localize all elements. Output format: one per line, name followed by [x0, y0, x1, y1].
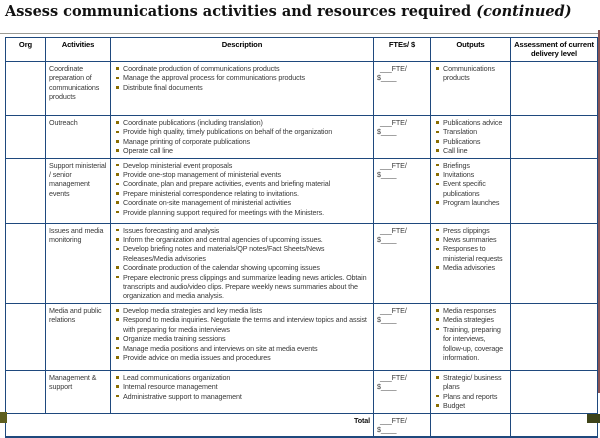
- description-item: Provide high quality, timely publications on behalf of the organization: [114, 127, 370, 136]
- description-item: Internal resource management: [114, 382, 370, 391]
- header-description: Description: [111, 38, 374, 62]
- description-item: Prepare electronic press clippings and summarize leading news articles. Obtain transcripts and audio/video clips. Prepare weekly news summaries about the organization and media analysis.: [114, 273, 370, 301]
- assessment-cell: [511, 303, 598, 370]
- description-cell: [111, 223, 374, 303]
- output-item: Media responses: [434, 306, 507, 315]
- page-title-continued: (continued): [476, 3, 572, 20]
- total-outputs-cell: [431, 413, 511, 437]
- fte-blank: ___FTE/: [380, 160, 407, 170]
- description-item: Respond to media inquiries. Negotiate the terms and interview topics and assist with preparing for media interviews: [114, 315, 370, 334]
- fte-blank: ___FTE/: [380, 118, 407, 127]
- page-title-text: Assess communications activities and resources required: [5, 3, 477, 20]
- table-row: [6, 158, 598, 223]
- table-row: [6, 62, 598, 116]
- description-cell: [111, 62, 374, 116]
- output-item: Program launches: [434, 198, 507, 207]
- description-item: Manage media positions and interviews on site at media events: [114, 344, 370, 353]
- description-item: Provide planning support required for meetings with the Ministers.: [114, 208, 370, 217]
- header-org: Org: [6, 38, 46, 62]
- activities-cell: [46, 158, 111, 223]
- output-item: Plans and reports: [434, 392, 507, 401]
- description-item: Provide advice on media issues and procedures: [114, 353, 370, 362]
- dollar-blank: $____: [377, 127, 397, 137]
- fte-cell: [374, 116, 431, 159]
- description-cell: [111, 158, 374, 223]
- fte-cell: [374, 223, 431, 303]
- activities-cell: [46, 223, 111, 303]
- fte-cell: [374, 303, 431, 370]
- assessment-cell: [511, 116, 598, 159]
- slide-corner-mark-left: [0, 412, 7, 423]
- description-list: [114, 306, 370, 362]
- description-list: [114, 118, 370, 156]
- outputs-list: [434, 306, 507, 362]
- table-row: [6, 303, 598, 370]
- header-activities: Activities: [46, 38, 111, 62]
- table-row: [6, 370, 598, 413]
- activity-label: Management & support: [49, 372, 97, 392]
- header-assessment: Assessment of current delivery level: [511, 38, 598, 62]
- output-item: Strategic/ business plans: [434, 373, 507, 392]
- total-assessment-cell: [511, 413, 598, 437]
- table-footer: [6, 413, 598, 437]
- description-item: Coordinate, plan and prepare activities, events and briefing material: [114, 179, 370, 188]
- description-cell: [111, 303, 374, 370]
- outputs-cell: [431, 303, 511, 370]
- description-item: Distribute final documents: [114, 83, 370, 92]
- activity-label: Outreach: [49, 118, 78, 127]
- horizontal-rule: [0, 33, 600, 34]
- org-cell: [6, 223, 46, 303]
- output-item: Training, preparing for interviews, follow-up, coverage information.: [434, 325, 507, 363]
- output-item: Briefings: [434, 161, 507, 170]
- dollar-blank: $____: [377, 235, 397, 245]
- description-item: Coordinate publications (including translation): [114, 118, 370, 127]
- activity-label: Issues and media monitoring: [49, 225, 104, 245]
- slide-corner-mark-right: [587, 414, 600, 423]
- output-item: Communications products: [434, 64, 507, 83]
- fte-blank: ___FTE/: [380, 225, 407, 235]
- total-fte-blank: ___FTE/: [380, 415, 407, 425]
- table-row: [6, 223, 598, 303]
- description-item: Develop media strategies and key media lists: [114, 306, 370, 315]
- assessment-cell: [511, 370, 598, 413]
- activities-cell: [46, 303, 111, 370]
- table-header: [6, 38, 598, 62]
- fte-blank: ___FTE/: [380, 64, 407, 73]
- description-list: [114, 161, 370, 217]
- header-row: [6, 38, 598, 62]
- outputs-list: [434, 118, 507, 156]
- org-cell: [6, 370, 46, 413]
- description-item: Organize media training sessions: [114, 334, 370, 343]
- output-item: Media advisories: [434, 263, 507, 272]
- output-item: Invitations: [434, 170, 507, 179]
- fte-cell: [374, 62, 431, 116]
- assessment-cell: [511, 62, 598, 116]
- dollar-blank: $____: [377, 170, 397, 180]
- output-item: Event specific publications: [434, 179, 507, 198]
- description-cell: [111, 370, 374, 413]
- org-cell: [6, 158, 46, 223]
- description-item: Coordinate on-site management of ministerial activities: [114, 198, 370, 207]
- assessment-cell: [511, 158, 598, 223]
- org-cell: [6, 116, 46, 159]
- total-row: [6, 413, 598, 437]
- outputs-list: [434, 64, 507, 83]
- page-title: [5, 3, 572, 20]
- description-item: Lead communications organization: [114, 373, 370, 382]
- table-body: [6, 62, 598, 414]
- description-list: [114, 64, 370, 92]
- outputs-list: [434, 373, 507, 411]
- fte-blank: ___FTE/: [380, 372, 407, 382]
- description-cell: [111, 116, 374, 159]
- activity-label: Support ministerial / senior management events: [49, 160, 107, 198]
- description-item: Develop briefing notes and materials/QP notes/Fact Sheets/News Releases/Media advisories: [114, 244, 370, 263]
- outputs-list: [434, 161, 507, 208]
- description-item: Manage the approval process for communications products: [114, 73, 370, 82]
- activities-cell: [46, 62, 111, 116]
- activities-cell: [46, 370, 111, 413]
- total-fte-cell: [374, 413, 431, 437]
- description-item: Operate call line: [114, 146, 370, 155]
- description-item: Develop ministerial event proposals: [114, 161, 370, 170]
- activities-table: [5, 37, 598, 438]
- description-item: Manage printing of corporate publications: [114, 137, 370, 146]
- output-item: Responses to ministerial requests: [434, 244, 507, 263]
- output-item: Publications: [434, 137, 507, 146]
- org-cell: [6, 303, 46, 370]
- output-item: Media strategies: [434, 315, 507, 324]
- output-item: News summaries: [434, 235, 507, 244]
- header-ftes: FTEs/ $: [374, 38, 431, 62]
- total-dollar-blank: $____: [377, 424, 397, 434]
- description-item: Provide one-stop management of ministerial events: [114, 170, 370, 179]
- assessment-cell: [511, 223, 598, 303]
- description-item: Inform the organization and central agencies of upcoming issues.: [114, 235, 370, 244]
- description-item: Coordinate production of communications products: [114, 64, 370, 73]
- activity-label: Media and public relations: [49, 305, 102, 325]
- outputs-cell: [431, 158, 511, 223]
- table-row: [6, 116, 598, 159]
- dollar-blank: $____: [377, 73, 397, 83]
- dollar-blank: $____: [377, 382, 397, 392]
- outputs-list: [434, 226, 507, 273]
- dollar-blank: $____: [377, 315, 397, 325]
- description-item: Administrative support to management: [114, 392, 370, 401]
- description-item: Prepare ministerial correspondence relating to invitations.: [114, 189, 370, 198]
- activities-cell: [46, 116, 111, 159]
- output-item: Publications advice: [434, 118, 507, 127]
- header-outputs: Outputs: [431, 38, 511, 62]
- total-label: Total: [6, 413, 374, 437]
- output-item: Press clippings: [434, 226, 507, 235]
- fte-blank: ___FTE/: [380, 305, 407, 315]
- fte-cell: [374, 370, 431, 413]
- outputs-cell: [431, 223, 511, 303]
- description-list: [114, 373, 370, 401]
- description-list: [114, 226, 370, 301]
- description-item: Issues forecasting and analysis: [114, 226, 370, 235]
- output-item: Call line: [434, 146, 507, 155]
- outputs-cell: [431, 116, 511, 159]
- outputs-cell: [431, 370, 511, 413]
- outputs-cell: [431, 62, 511, 116]
- fte-cell: [374, 158, 431, 223]
- activity-label: Coordinate preparation of communications products: [49, 64, 100, 102]
- output-item: Budget: [434, 401, 507, 410]
- output-item: Translation: [434, 127, 507, 136]
- description-item: Coordinate production of the calendar showing upcoming issues: [114, 263, 370, 272]
- org-cell: [6, 62, 46, 116]
